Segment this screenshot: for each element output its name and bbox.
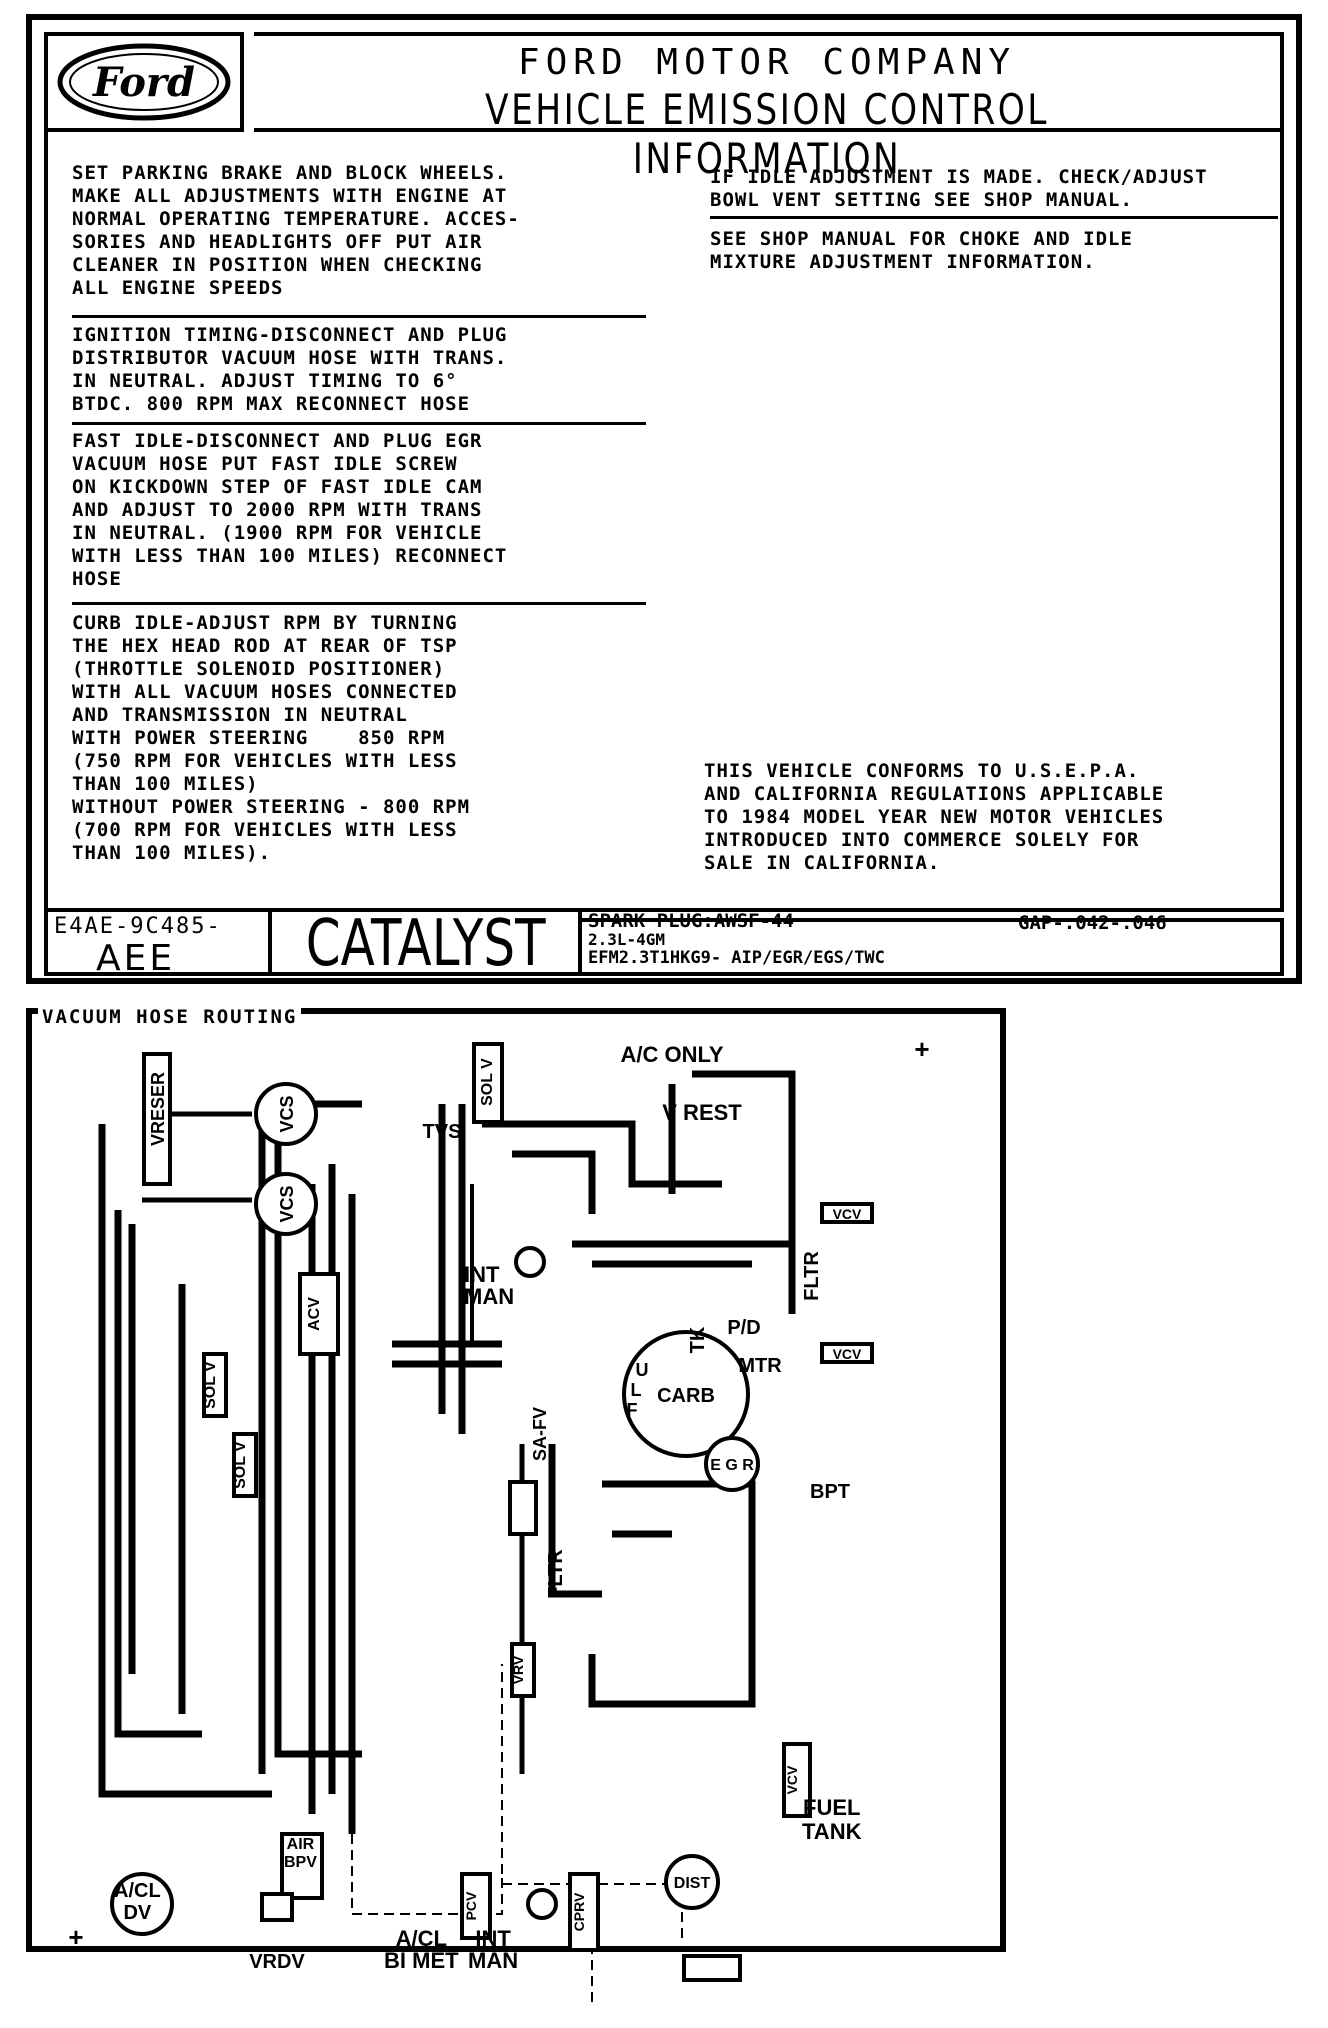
mtr-label: MTR xyxy=(738,1355,782,1377)
part-number: E4AE-9C485- xyxy=(54,914,222,939)
pcv-label: PCV xyxy=(463,1891,479,1921)
hose-lower-right-2 xyxy=(592,1484,752,1704)
acl-bimet-port xyxy=(528,1890,556,1918)
carb-l-label: L xyxy=(630,1380,642,1400)
catalyst-box xyxy=(272,907,582,981)
part-suffix: AEE xyxy=(96,938,176,979)
cprv-label: CPRV xyxy=(571,1892,587,1932)
label-title: VEHICLE EMISSION CONTROL INFORMATION xyxy=(485,85,1049,183)
gap-spec: GAP-.042-.046 xyxy=(1018,912,1167,934)
acl-dv-label: A/CL DV xyxy=(114,1880,161,1924)
engine-displacement: 2.3L-4GM xyxy=(588,930,666,949)
air-bpv-label: AIR BPV xyxy=(284,1836,317,1871)
ac-only-label: A/C ONLY xyxy=(620,1042,724,1067)
vcs-lower-label: VCS xyxy=(277,1185,297,1223)
footer-row xyxy=(44,907,1284,981)
int-man-label: INT MAN xyxy=(464,1262,515,1309)
sol-v-left1-label: SOL V xyxy=(202,1361,219,1409)
emission-label-panel xyxy=(26,14,1302,984)
ford-logo-text: Ford xyxy=(93,59,195,106)
general-instructions: SET PARKING BRAKE AND BLOCK WHEELS. MAKE ALL ADJUSTMENTS WITH ENGINE AT NORMAL OPERATING TEMPERATURE. ACCES- SORIES AND HEADLIGHTS OFF PUT AIR CLEANER IN POSITION WHEN CHECKING ALL ENGINE SPEEDS xyxy=(72,162,520,299)
spark-plug-box xyxy=(582,910,1284,976)
hose-top-right-2 xyxy=(512,1154,592,1214)
fuel-tank-label: FUEL TANK xyxy=(802,1795,862,1844)
choke-instructions: SEE SHOP MANUAL FOR CHOKE AND IDLE MIXTURE ADJUSTMENT INFORMATION. xyxy=(710,228,1133,273)
catalyst-text: CATALYST xyxy=(305,907,546,981)
dist-label: DIST xyxy=(673,1875,711,1892)
carb-u-label: U xyxy=(635,1360,649,1380)
plus-sign-top: + xyxy=(914,1034,930,1064)
p-d-label: P/D xyxy=(727,1317,761,1339)
header-title-box xyxy=(254,32,1284,183)
spark-plug-spec: SPARK PLUG:AWSF-44 xyxy=(588,910,794,932)
company-name: FORD MOTOR COMPANY xyxy=(517,42,1017,83)
part-number-box xyxy=(44,908,272,979)
divider xyxy=(72,602,646,605)
fast-idle-instructions: FAST IDLE-DISCONNECT AND PLUG EGR VACUUM HOSE PUT FAST IDLE SCREW ON KICKDOWN STEP OF FAST IDLE CAM AND ADJUST TO 2000 RPM WITH TRANS IN NEUTRAL. (1900 RPM FOR VEHICLE WITH LESS THAN 100 MILES) RECONNECT HOSE xyxy=(72,430,508,590)
vcv-top-label: VCV xyxy=(832,1206,862,1222)
sa-fv-label: SA-FV xyxy=(530,1407,550,1461)
tk-label: TK xyxy=(687,1326,709,1354)
vacuum-hose-diagram xyxy=(26,1008,1006,1973)
vcs-upper-label: VCS xyxy=(277,1095,297,1133)
vreser-label: VRESER xyxy=(148,1071,168,1147)
divider xyxy=(710,216,1278,219)
hose-mid-right-1 xyxy=(572,1244,792,1314)
divider xyxy=(72,422,646,425)
vcv-mid-label: VCV xyxy=(832,1346,862,1362)
vcv-low-label: VCV xyxy=(784,1765,800,1795)
bowl-vent-instructions: IF IDLE ADJUSTMENT IS MADE. CHECK/ADJUST BOWL VENT SETTING SEE SHOP MANUAL. xyxy=(710,166,1208,211)
bpt-label: BPT xyxy=(810,1481,850,1503)
acv-label: ACV xyxy=(306,1297,323,1331)
int-man-port xyxy=(516,1248,544,1276)
int-man-bottom-label: INT MAN xyxy=(468,1926,519,1973)
engine-family: EFM2.3T1HKG9- AIP/EGR/EGS/TWC xyxy=(588,948,885,968)
fltr-mid-label: FLTR xyxy=(545,1549,567,1599)
tvs-label: TVS xyxy=(422,1121,462,1143)
sa-fv xyxy=(510,1482,536,1534)
conformity-statement: THIS VEHICLE CONFORMS TO U.S.E.P.A. AND CALIFORNIA REGULATIONS APPLICABLE TO 1984 MODEL YEAR NEW MOTOR VEHICLES INTRODUCED INTO COMMERCE SOLELY FOR SALE IN CALIFORNIA. xyxy=(704,760,1165,874)
fltr-right-label: FLTR xyxy=(801,1251,823,1301)
acl-bimet-label: A/CL BI MET xyxy=(384,1926,459,1973)
divider xyxy=(72,315,646,318)
ignition-timing-instructions: IGNITION TIMING-DISCONNECT AND PLUG DISTRIBUTOR VACUUM HOSE WITH TRANS. IN NEUTRAL. ADJUST TIMING TO 6° BTDC. 800 RPM MAX RECONNECT HOSE xyxy=(72,324,508,415)
carb-label: CARB xyxy=(657,1385,715,1407)
instructions-box xyxy=(44,132,1284,912)
vrdv-label: VRDV xyxy=(249,1951,305,1973)
vrdv xyxy=(262,1894,292,1920)
sol-v-top-label: SOL V xyxy=(479,1058,496,1106)
ford-logo xyxy=(48,36,240,128)
carbon-can xyxy=(684,1956,740,1980)
egr-label: E G R xyxy=(710,1457,754,1474)
carb-f-label: F xyxy=(626,1400,638,1420)
sol-v-left2-label: SOL V xyxy=(232,1441,249,1489)
curb-idle-instructions: CURB IDLE-ADJUST RPM BY TURNING THE HEX HEAD ROD AT REAR OF TSP (THROTTLE SOLENOID POSITIONER) WITH ALL VACUUM HOSES CONNECTED AND TRANSMISSION IN NEUTRAL WITH POWER STEERING 850 RPM (750 RPM FOR VEHICLES WITH LESS THAN 100 MILES) WITHOUT POWER STEERING - 800 RPM (700 RPM FOR VEHICLES WITH LESS THAN 100 MILES). xyxy=(72,612,471,864)
diagram-title: VACUUM HOSE ROUTING xyxy=(38,1006,301,1028)
plus-sign-bottom: + xyxy=(68,1922,84,1952)
vrv-label: VRV xyxy=(510,1655,526,1685)
v-rest-label: V REST xyxy=(662,1100,742,1125)
ford-logo-box xyxy=(44,32,244,132)
